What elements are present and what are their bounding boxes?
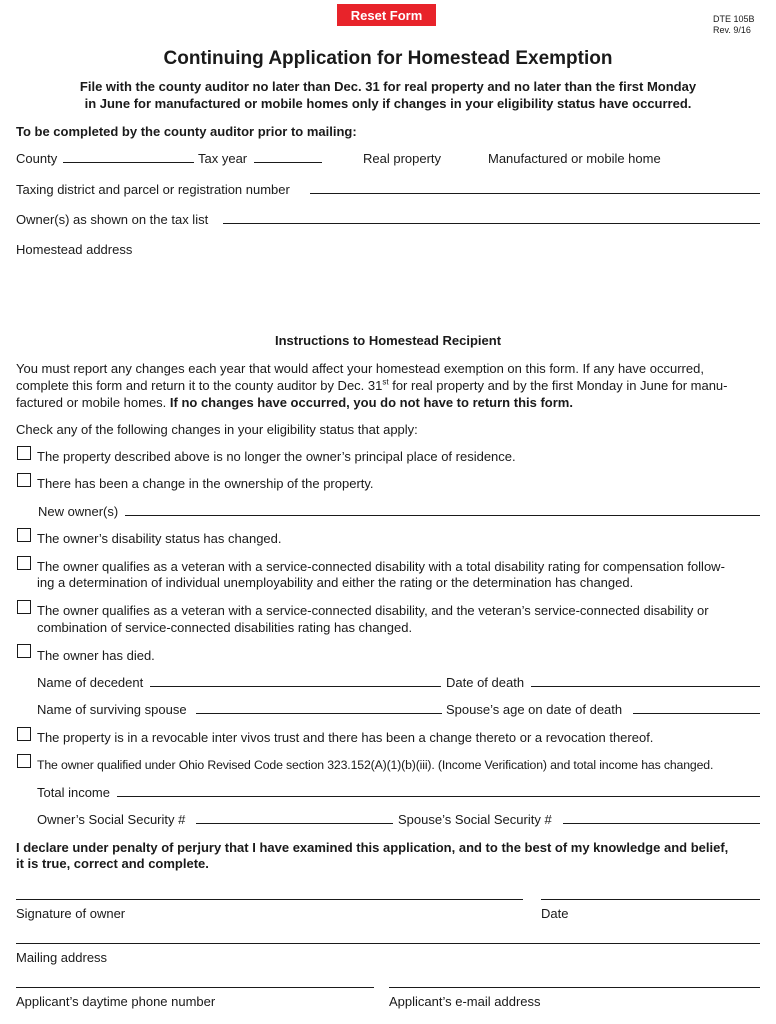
change-veteran-total-rating-2: ing a determination of individual unemployability and either the rating or the determination has changed. — [37, 575, 634, 590]
no-changes-notice: If no changes have occurred, you do not have to return this form. — [169, 395, 573, 410]
real-property-label: Real property — [363, 151, 442, 166]
change-owner-died: The owner has died. — [37, 648, 155, 663]
form-revision: Rev. 9/16 — [713, 25, 751, 35]
date-of-death-label: Date of death — [446, 675, 525, 690]
change-revocable-trust: The property is in a revocable inter vivos trust and there has been a change thereto or a revocation thereof. — [37, 730, 654, 745]
owners-field[interactable] — [223, 223, 760, 224]
new-owners-label: New owner(s) — [38, 504, 119, 519]
subtitle-line-1: File with the county auditor no later than Dec. 31 for real property and no later than the first Monday — [79, 79, 697, 94]
spouse-ssn-field[interactable] — [563, 823, 760, 824]
taxing-district-label: Taxing district and parcel or registration number — [16, 182, 290, 197]
signature-date-field[interactable] — [541, 899, 760, 900]
date-of-death-field[interactable] — [531, 686, 760, 687]
change-ownership: There has been a change in the ownership of the property. — [37, 476, 374, 491]
instructions-line-1: You must report any changes each year that would affect your homestead exemption on this form. If any have occurred, — [16, 361, 704, 376]
checkbox-owner-died[interactable] — [17, 644, 31, 658]
tax-year-field[interactable] — [254, 162, 322, 163]
superscript-st: st — [382, 377, 389, 387]
taxing-district-field[interactable] — [310, 193, 760, 194]
auditor-section-heading: To be completed by the county auditor prior to mailing: — [16, 124, 357, 139]
checkbox-ownership-change[interactable] — [17, 473, 31, 487]
spouse-age-label: Spouse’s age on date of death — [446, 702, 623, 717]
county-label: County — [16, 151, 58, 166]
mailing-address-field[interactable] — [16, 943, 760, 944]
owners-label: Owner(s) as shown on the tax list — [16, 212, 209, 227]
decedent-field[interactable] — [150, 686, 441, 687]
checkbox-veteran-total-rating[interactable] — [17, 556, 31, 570]
owner-signature-label: Signature of owner — [16, 906, 126, 921]
declaration-line-2: it is true, correct and complete. — [16, 856, 209, 871]
instructions-line-3 — [16, 394, 760, 411]
instructions-line-2b: for real property and by the first Monday in June for manu- — [388, 378, 728, 393]
reset-form-button[interactable]: Reset Form — [337, 4, 436, 26]
change-veteran-rating-1: The owner qualifies as a veteran with a service-connected disability, and the veteran’s service-connected disability or — [37, 603, 709, 618]
change-not-principal-residence: The property described above is no longer the owner’s principal place of residence. — [37, 449, 516, 464]
instructions-line-3a: factured or mobile homes. — [16, 395, 170, 410]
mailing-address-label: Mailing address — [16, 950, 108, 965]
tax-year-label: Tax year — [198, 151, 248, 166]
email-field[interactable] — [389, 987, 760, 988]
checkbox-veteran-rating-change[interactable] — [17, 600, 31, 614]
surviving-spouse-field[interactable] — [196, 713, 442, 714]
owner-signature-field[interactable] — [16, 899, 523, 900]
total-income-field[interactable] — [117, 796, 760, 797]
owner-ssn-field[interactable] — [196, 823, 393, 824]
homestead-address-label: Homestead address — [16, 242, 133, 257]
declaration-line-1: I declare under penalty of perjury that I have examined this application, and to the best of my knowledge and belief, — [16, 840, 729, 855]
new-owners-field[interactable] — [125, 515, 760, 516]
change-disability-status: The owner’s disability status has changed. — [37, 531, 282, 546]
check-intro: Check any of the following changes in your eligibility status that apply: — [16, 422, 418, 437]
spouse-age-field[interactable] — [633, 713, 760, 714]
page-title: Continuing Application for Homestead Exemption — [163, 48, 613, 69]
instructions-heading: Instructions to Homestead Recipient — [274, 333, 502, 348]
spouse-ssn-label: Spouse’s Social Security # — [398, 812, 552, 827]
checkbox-disability-status[interactable] — [17, 528, 31, 542]
manufactured-home-label: Manufactured or mobile home — [488, 151, 661, 166]
instructions-line-2a: complete this form and return it to the county auditor by Dec. 31 — [16, 378, 383, 393]
instructions-line-2 — [16, 377, 760, 394]
checkbox-income-verification[interactable] — [17, 754, 31, 768]
owner-ssn-label: Owner’s Social Security # — [37, 812, 186, 827]
daytime-phone-label: Applicant’s daytime phone number — [16, 994, 216, 1009]
total-income-label: Total income — [37, 785, 110, 800]
email-label: Applicant’s e-mail address — [389, 994, 541, 1009]
daytime-phone-field[interactable] — [16, 987, 374, 988]
checkbox-not-principal-residence[interactable] — [17, 446, 31, 460]
change-veteran-rating-2: combination of service-connected disabilities rating has changed. — [37, 620, 413, 635]
signature-date-label: Date — [541, 906, 569, 921]
decedent-label: Name of decedent — [37, 675, 144, 690]
change-income-verification: The owner qualified under Ohio Revised Code section 323.152(A)(1)(b)(iii). (Income Verification) and total income has changed. — [37, 758, 714, 772]
subtitle-line-2: in June for manufactured or mobile homes only if changes in your eligibility status have occurred. — [84, 96, 692, 111]
change-veteran-total-rating-1: The owner qualifies as a veteran with a service-connected disability with a total disability rating for compensation follow- — [37, 559, 725, 574]
surviving-spouse-label: Name of surviving spouse — [37, 702, 187, 717]
county-field[interactable] — [63, 162, 194, 163]
form-code: DTE 105B — [713, 14, 755, 24]
checkbox-revocable-trust[interactable] — [17, 727, 31, 741]
